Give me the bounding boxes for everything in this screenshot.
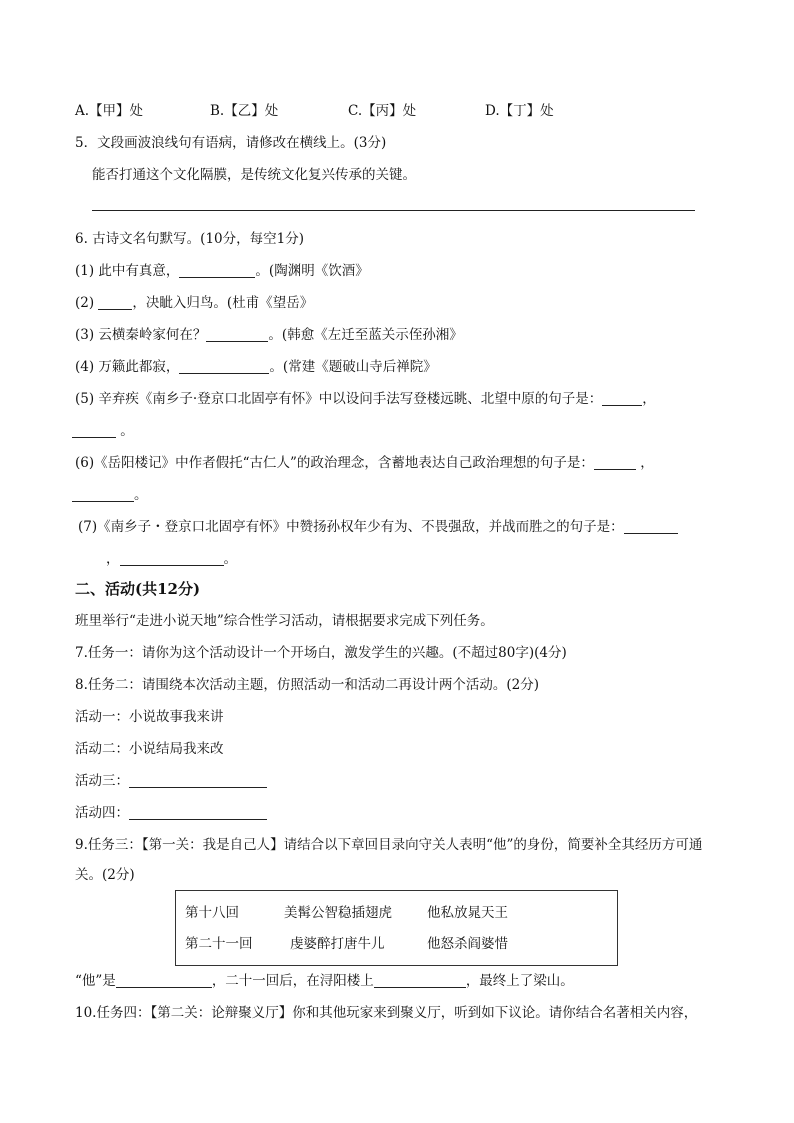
q9-line-1: 9.任务三：【第一关：我是自己人】请结合以下章回目录向守关人表明“他”的身份，简要补全其经历方可通 bbox=[75, 837, 703, 853]
q8-text: 8.任务二：请围绕本次活动主题，仿照活动一和活动二再设计两个活动。(2分) bbox=[75, 677, 540, 693]
blank bbox=[116, 973, 212, 988]
blank bbox=[129, 773, 267, 788]
table-cell: 虔婆醉打唐牛儿 bbox=[290, 936, 385, 952]
option-c: C.【丙】处 bbox=[348, 103, 417, 119]
q6-prompt: 6. 古诗文名句默写。(10分，每空1分) bbox=[75, 231, 304, 247]
table-row bbox=[185, 935, 508, 953]
blank bbox=[120, 551, 224, 566]
activity-4: 活动四： bbox=[75, 804, 267, 822]
q5-answer-line bbox=[92, 210, 695, 211]
q5-prompt: 5．文段画波浪线句有语病，请修改在横线上。(3分) bbox=[75, 135, 387, 151]
activity-3: 活动三： bbox=[75, 772, 267, 790]
q6-item-4: (4) 万籁此都寂， 。(常建《题破山寺后禅院》 bbox=[75, 359, 437, 375]
section-title: 二、活动(共12分) bbox=[75, 580, 201, 598]
q10-text: 10.任务四：【第二关：论辩聚义厅】你和其他玩家来到聚义厅，听到如下议论。请你结合名著相关内容， bbox=[75, 1005, 698, 1021]
q6-item-7: (7)《南乡子・登京口北固亭有怀》中赞扬孙权年少有为、不畏强敌，并战而胜之的句子是： bbox=[78, 518, 678, 536]
table-cell: 他怒杀阎婆惜 bbox=[427, 936, 508, 952]
blank bbox=[602, 391, 642, 406]
blank bbox=[179, 263, 255, 278]
q6-item-3: (3) 云横秦岭家何在？ 。(韩愈《左迁至蓝关示侄孙湘》 bbox=[75, 327, 463, 343]
blank bbox=[206, 327, 268, 342]
q9-answer: “他”是 ，二十一回后，在浔阳楼上 ，最终上了梁山。 bbox=[75, 973, 574, 989]
q6-item-6-cont: 。 bbox=[72, 486, 148, 504]
q6-item-5: (5) 辛弃疾《南乡子·登京口北固亭有怀》中以设问手法写登楼远眺、北望中原的句子是： ， bbox=[75, 391, 656, 407]
table-cell: 第十八回 bbox=[185, 905, 239, 921]
chapter-table bbox=[175, 890, 618, 966]
blank bbox=[98, 295, 132, 310]
q7-text: 7.任务一：请你为这个活动设计一个开场白，激发学生的兴趣。(不超过80字)(4分) bbox=[75, 645, 567, 661]
option-a: A.【甲】处 bbox=[75, 103, 144, 119]
blank bbox=[72, 423, 116, 438]
q6-item-7-cont: ， 。 bbox=[106, 551, 237, 567]
option-d: D.【丁】处 bbox=[485, 103, 554, 119]
blank bbox=[129, 805, 267, 820]
q6-item-6: (6)《岳阳楼记》中作者假托“古仁人”的政治理念，含蓄地表达自己政治理想的句子是： ， bbox=[75, 455, 654, 471]
q5-sentence: 能否打通这个文化隔膜，是传统文化复兴传承的关键。 bbox=[92, 167, 416, 183]
activity-2: 活动二：小说结局我来改 bbox=[75, 741, 224, 757]
blank bbox=[624, 519, 678, 534]
table-row bbox=[185, 904, 508, 922]
table-cell: 美髯公智稳插翅虎 bbox=[284, 905, 392, 921]
q6-item-2: (2) ，决眦入归鸟。(杜甫《望岳》 bbox=[75, 295, 314, 311]
blank bbox=[72, 487, 134, 502]
table-cell: 他私放晁天王 bbox=[427, 905, 508, 921]
q9-line-2: 关。(2分) bbox=[75, 867, 135, 883]
section-intro: 班里举行“走进小说天地”综合性学习活动，请根据要求完成下列任务。 bbox=[75, 613, 494, 629]
q6-item-5-cont: 。 bbox=[72, 422, 134, 440]
table-cell: 第二十一回 bbox=[185, 936, 253, 952]
activity-1: 活动一：小说故事我来讲 bbox=[75, 709, 224, 725]
blank bbox=[374, 973, 466, 988]
q6-item-1: (1) 此中有真意， 。(陶渊明《饮酒》 bbox=[75, 263, 369, 279]
blank bbox=[594, 455, 636, 470]
blank bbox=[179, 359, 269, 374]
option-b: B.【乙】处 bbox=[210, 103, 279, 119]
